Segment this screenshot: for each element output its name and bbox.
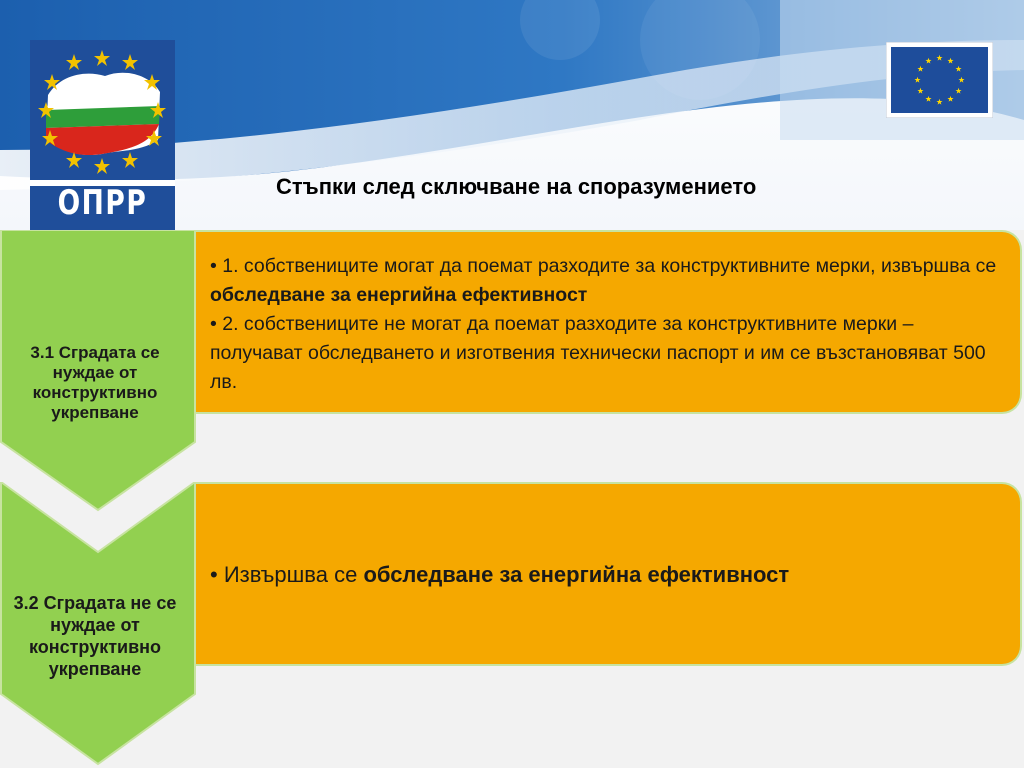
- opr-logo-text: ОПРР: [57, 183, 148, 223]
- slide-header: [0, 0, 1024, 230]
- step-1-label: 3.1 Сградата се нуждае от конструктивно укрепване: [30, 343, 160, 422]
- step-1-box: [196, 230, 1022, 414]
- eu-flag-icon: [886, 42, 993, 118]
- step-1-bullet-1: • 1. собствениците могат да поемат разходите за конструктивните мерки, извършва се обследване за енергийна ефективност: [210, 255, 997, 306]
- step-2-box: [196, 482, 1022, 666]
- step-2-bullet-1: • Извършва се обследване за енергийна ефективност: [210, 562, 790, 587]
- page-title: Стъпки след сключване на споразумението: [276, 174, 757, 199]
- step-1-bullet-2: • 2. собствениците не могат да поемат разходите за конструктивните мерки – получават обследването и изготвения технически паспорт и им се възстановяват 500 лв.: [210, 313, 986, 393]
- step-2-label: 3.2 Сградата не се нуждае от конструктивно укрепване: [13, 593, 177, 679]
